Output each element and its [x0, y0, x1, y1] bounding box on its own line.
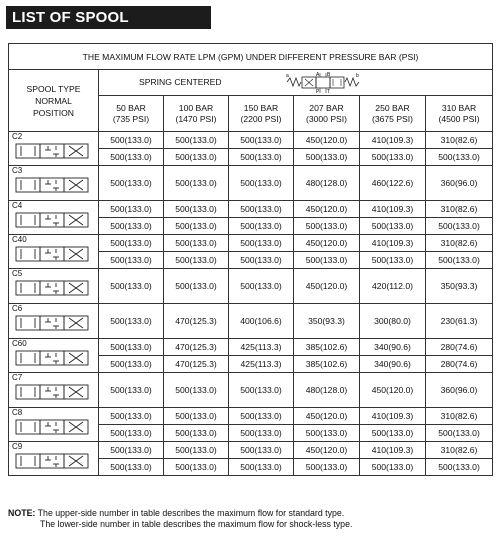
spool-symbol-icon — [15, 279, 91, 297]
pressure-header-5: 250 BAR (3675 PSI) — [360, 96, 426, 132]
spool-symbol-icon — [15, 383, 91, 401]
flow-value-cell: 500(133.0) — [426, 149, 493, 166]
pressure-header-2: 100 BAR (1470 PSI) — [164, 96, 229, 132]
flow-value-cell: 500(133.0) — [229, 201, 294, 218]
flow-value-cell: 385(102.6) — [294, 339, 360, 356]
spool-code: C2 — [12, 132, 23, 141]
flow-value-cell: 500(133.0) — [99, 166, 164, 201]
flow-value-cell: 425(113.3) — [229, 356, 294, 373]
spool-symbol-stroke — [40, 420, 64, 434]
flow-value-cell: 500(133.0) — [164, 373, 229, 408]
flow-value-cell: 410(109.3) — [360, 408, 426, 425]
flow-value-cell: 500(133.0) — [360, 459, 426, 476]
flow-value-cell: 500(133.0) — [164, 459, 229, 476]
spool-symbol-stroke — [16, 351, 40, 365]
flow-value-cell: 410(109.3) — [360, 235, 426, 252]
footnote — [8, 508, 352, 530]
flow-value-cell: 500(133.0) — [360, 218, 426, 235]
page-title — [6, 6, 211, 49]
table-row — [9, 408, 493, 425]
flow-value-cell: 450(120.0) — [294, 132, 360, 149]
flow-value-cell: 500(133.0) — [99, 269, 164, 304]
spool-symbol-icon — [15, 142, 91, 160]
flow-value-cell: 500(133.0) — [164, 218, 229, 235]
spool-type-line-2: NORMAL — [35, 95, 72, 106]
flow-value-cell: 350(93.3) — [294, 304, 360, 339]
flow-value-cell: 500(133.0) — [229, 252, 294, 269]
spool-symbol-stroke — [40, 247, 64, 261]
spool-symbol-stroke — [40, 213, 64, 227]
flow-value-cell: 500(133.0) — [99, 252, 164, 269]
flow-value-cell: 500(133.0) — [99, 201, 164, 218]
flow-value-cell: 470(125.3) — [164, 304, 229, 339]
spool-table-body — [9, 132, 493, 476]
table-row — [9, 132, 493, 149]
port-label-b: B — [327, 72, 331, 78]
flow-value-cell: 500(133.0) — [99, 442, 164, 459]
flow-value-cell: 480(128.0) — [294, 166, 360, 201]
flow-value-cell: 500(133.0) — [99, 425, 164, 442]
spool-symbol-stroke — [16, 385, 40, 399]
spool-symbol-cell — [9, 408, 99, 442]
flow-value-cell: 310(82.6) — [426, 132, 493, 149]
flow-value-cell: 500(133.0) — [294, 252, 360, 269]
flow-value-cell: 310(82.6) — [426, 201, 493, 218]
spool-symbol-icon — [15, 211, 91, 229]
flow-value-cell: 310(82.6) — [426, 235, 493, 252]
spool-symbol-stroke — [16, 144, 40, 158]
flow-value-cell: 500(133.0) — [164, 408, 229, 425]
flow-value-cell: 450(120.0) — [294, 201, 360, 218]
flow-value-cell: 500(133.0) — [99, 373, 164, 408]
flow-value-cell: 500(133.0) — [360, 252, 426, 269]
note-line-2: The lower-side number in table describes the maximum flow for shock-less type. — [40, 519, 353, 529]
flow-value-cell: 500(133.0) — [294, 459, 360, 476]
flow-value-cell: 500(133.0) — [426, 218, 493, 235]
spool-symbol-stroke — [16, 281, 40, 295]
flow-value-cell: 500(133.0) — [294, 425, 360, 442]
flow-value-cell: 300(80.0) — [360, 304, 426, 339]
spool-symbol-stroke — [40, 316, 64, 330]
flow-value-cell: 450(120.0) — [294, 235, 360, 252]
flow-value-cell: 500(133.0) — [360, 425, 426, 442]
table-row — [9, 201, 493, 218]
table-row — [9, 442, 493, 459]
spool-symbol-cell — [9, 442, 99, 476]
flow-value-cell: 450(120.0) — [294, 442, 360, 459]
spring-centered-header — [99, 70, 493, 96]
spool-symbol-cell — [9, 235, 99, 269]
spring-centered-label: SPRING CENTERED — [139, 77, 222, 87]
pressure-header-3: 150 BAR (2200 PSI) — [229, 96, 294, 132]
flow-value-cell: 500(133.0) — [164, 132, 229, 149]
table-row — [9, 304, 493, 339]
spool-symbol-cell — [9, 304, 99, 339]
spool-symbol-icon — [15, 418, 91, 436]
flow-value-cell: 500(133.0) — [164, 166, 229, 201]
solenoid-label-a: a — [286, 73, 289, 79]
flow-value-cell: 500(133.0) — [164, 252, 229, 269]
flow-value-cell: 360(96.0) — [426, 166, 493, 201]
flow-value-cell: 500(133.0) — [229, 373, 294, 408]
flow-value-cell: 340(90.6) — [360, 339, 426, 356]
spool-symbol-stroke — [16, 213, 40, 227]
flow-value-cell: 500(133.0) — [164, 149, 229, 166]
spool-symbol-stroke — [16, 454, 40, 468]
spool-code: C9 — [12, 442, 23, 451]
spool-symbol-icon — [15, 452, 91, 470]
spool-symbol-stroke — [16, 316, 40, 330]
flow-value-cell: 280(74.6) — [426, 339, 493, 356]
flow-value-cell: 500(133.0) — [426, 459, 493, 476]
flow-value-cell: 410(109.3) — [360, 132, 426, 149]
flow-value-cell: 500(133.0) — [426, 252, 493, 269]
flow-value-cell: 500(133.0) — [99, 408, 164, 425]
flow-value-cell: 500(133.0) — [229, 218, 294, 235]
spool-code: C4 — [12, 201, 23, 210]
port-label-a: A — [316, 72, 320, 78]
flow-value-cell: 500(133.0) — [99, 218, 164, 235]
spool-type-line-3: POSITION — [32, 107, 75, 118]
spool-symbol-stroke — [40, 385, 64, 399]
flow-value-cell: 410(109.3) — [360, 201, 426, 218]
flow-value-cell: 500(133.0) — [229, 235, 294, 252]
table-row — [9, 269, 493, 304]
spool-symbol-stroke — [16, 420, 40, 434]
flow-value-cell: 500(133.0) — [229, 269, 294, 304]
flow-value-cell: 500(133.0) — [99, 356, 164, 373]
flow-value-cell: 500(133.0) — [229, 132, 294, 149]
table-row — [9, 339, 493, 356]
flow-value-cell: 500(133.0) — [99, 339, 164, 356]
spool-code: C5 — [12, 269, 23, 278]
port-label-t: T — [327, 89, 331, 94]
spool-code: C6 — [12, 304, 23, 313]
pressure-header-6: 310 BAR (4500 PSI) — [426, 96, 493, 132]
flow-value-cell: 500(133.0) — [426, 425, 493, 442]
flow-value-cell: 470(125.3) — [164, 356, 229, 373]
spool-symbol-stroke — [40, 351, 64, 365]
spool-code: C40 — [12, 235, 27, 244]
flow-value-cell: 310(82.6) — [426, 442, 493, 459]
page-title-text: LIST OF SPOOL FUNCTION — [12, 9, 129, 49]
flow-value-cell: 500(133.0) — [99, 459, 164, 476]
table-row — [9, 373, 493, 408]
flow-value-cell: 500(133.0) — [229, 459, 294, 476]
flow-value-cell: 310(82.6) — [426, 408, 493, 425]
flow-value-cell: 500(133.0) — [360, 149, 426, 166]
flow-value-cell: 500(133.0) — [164, 442, 229, 459]
flow-value-cell: 500(133.0) — [99, 149, 164, 166]
flow-value-cell: 500(133.0) — [164, 235, 229, 252]
solenoid-label-b: b — [356, 73, 359, 79]
spool-code: C60 — [12, 339, 27, 348]
flow-value-cell: 450(120.0) — [360, 373, 426, 408]
table-row — [9, 166, 493, 201]
spool-code: C7 — [12, 373, 23, 382]
flow-value-cell: 230(61.3) — [426, 304, 493, 339]
flow-value-cell: 450(120.0) — [294, 408, 360, 425]
spring-centered-valve-icon — [285, 72, 361, 94]
spool-symbol-stroke — [40, 281, 64, 295]
spool-symbol-icon — [15, 314, 91, 332]
spool-symbol-cell — [9, 132, 99, 166]
spool-function-table — [8, 43, 493, 476]
spool-symbol-cell — [9, 201, 99, 235]
flow-value-cell: 500(133.0) — [164, 425, 229, 442]
flow-value-cell: 450(120.0) — [294, 269, 360, 304]
flow-value-cell: 500(133.0) — [99, 132, 164, 149]
spool-symbol-icon — [15, 176, 91, 194]
flow-value-cell: 340(90.6) — [360, 356, 426, 373]
spool-symbol-icon — [15, 349, 91, 367]
spool-code: C8 — [12, 408, 23, 417]
table-row — [9, 235, 493, 252]
note-label: NOTE: — [8, 508, 36, 518]
flow-value-cell: 500(133.0) — [229, 425, 294, 442]
flow-value-cell: 500(133.0) — [294, 149, 360, 166]
flow-value-cell: 500(133.0) — [99, 235, 164, 252]
spool-code: C3 — [12, 166, 23, 175]
flow-value-cell: 500(133.0) — [164, 269, 229, 304]
flow-value-cell: 460(122.6) — [360, 166, 426, 201]
flow-value-cell: 280(74.6) — [426, 356, 493, 373]
pressure-header-4: 207 BAR (3000 PSI) — [294, 96, 360, 132]
flow-value-cell: 500(133.0) — [229, 408, 294, 425]
spool-symbol-cell — [9, 373, 99, 408]
spool-symbol-cell — [9, 339, 99, 373]
spool-symbol-icon — [15, 245, 91, 263]
flow-value-cell: 425(113.3) — [229, 339, 294, 356]
flow-value-cell: 420(112.0) — [360, 269, 426, 304]
flow-value-cell: 500(133.0) — [164, 201, 229, 218]
spool-symbol-stroke — [16, 178, 40, 192]
spool-symbol-stroke — [40, 178, 64, 192]
table-heading: THE MAXIMUM FLOW RATE LPM (GPM) UNDER DIFFERENT PRESSURE BAR (PSI) — [9, 44, 493, 70]
spool-symbol-stroke — [40, 454, 64, 468]
spool-symbol-cell — [9, 269, 99, 304]
flow-value-cell: 360(96.0) — [426, 373, 493, 408]
pressure-header-1: 50 BAR (735 PSI) — [99, 96, 164, 132]
flow-value-cell: 385(102.6) — [294, 356, 360, 373]
flow-value-cell: 500(133.0) — [229, 442, 294, 459]
flow-value-cell: 500(133.0) — [99, 304, 164, 339]
spool-type-header — [9, 70, 99, 132]
note-line-1: The upper-side number in table describes the maximum flow for standard type. — [37, 508, 345, 518]
flow-value-cell: 350(93.3) — [426, 269, 493, 304]
spool-symbol-stroke — [16, 247, 40, 261]
flow-value-cell: 400(106.6) — [229, 304, 294, 339]
flow-value-cell: 480(128.0) — [294, 373, 360, 408]
flow-value-cell: 500(133.0) — [229, 166, 294, 201]
port-label-p: P — [316, 89, 320, 94]
spool-symbol-cell — [9, 166, 99, 201]
flow-value-cell: 500(133.0) — [229, 149, 294, 166]
flow-value-cell: 470(125.3) — [164, 339, 229, 356]
spool-type-line-1: SPOOL TYPE — [26, 83, 81, 94]
flow-value-cell: 410(109.3) — [360, 442, 426, 459]
flow-value-cell: 500(133.0) — [294, 218, 360, 235]
spool-symbol-stroke — [40, 144, 64, 158]
